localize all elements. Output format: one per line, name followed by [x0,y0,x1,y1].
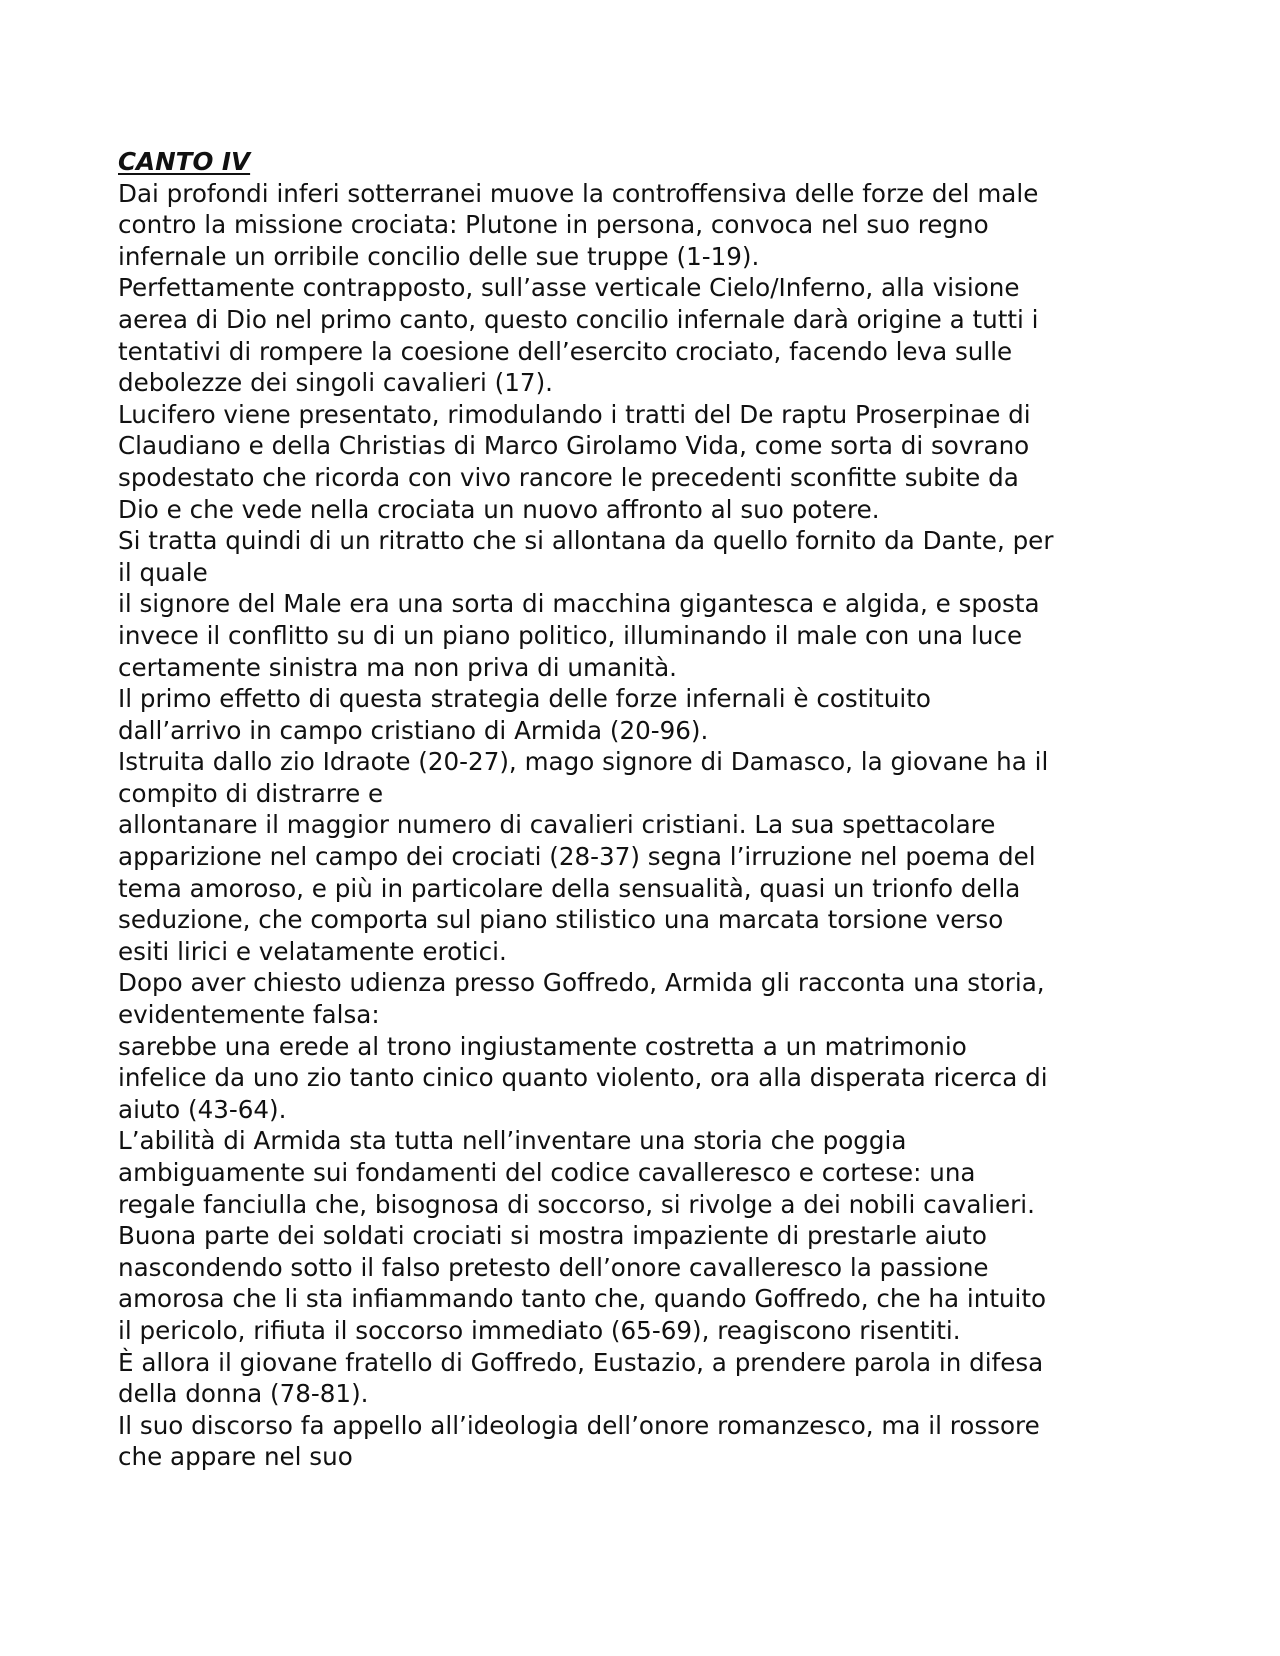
text-line: Dai profondi inferi sotterranei muove la controffensiva delle forze del male [118,178,1039,208]
text-line: della donna (78-81). [118,1379,369,1409]
text-line: ambiguamente sui fondamenti del codice cavalleresco e cortese: una [118,1158,976,1187]
text-line: allontanare il maggior numero di cavalieri cristiani. La sua spettacolare [118,810,996,840]
text-line: infelice da uno zio tanto cinico quanto violento, ora alla disperata ricerca di [118,1063,1048,1093]
text-line: invece il conflitto su di un piano politico, illuminando il male con una luce [118,620,1023,650]
text-line: dall’arrivo in campo cristiano di Armida (20-96). [118,715,709,745]
text-line: il pericolo, rifiuta il soccorso immediato (65-69), reagiscono risentiti. [118,1315,961,1345]
text-line: debolezze dei singoli cavalieri (17). [118,368,553,398]
document-body [118,146,1178,1473]
text-line: amorosa che li sta infiammando tanto che, quando Goffredo, che ha intuito [118,1284,1047,1314]
paragraph-lines [118,178,1178,1473]
text-line: il signore del Male era una sorta di macchina gigantesca e algida, e sposta [118,589,1040,619]
text-line: seduzione, che comporta sul piano stilistico una marcata torsione verso [118,905,1004,935]
text-line: Il suo discorso fa appello all’ideologia dell’onore romanzesco, ma il rossore [118,1410,1040,1440]
text-line: Buona parte dei soldati crociati si mostra impaziente di prestarle aiuto [118,1221,987,1251]
text-line: esiti lirici e velatamente erotici. [118,936,507,966]
text-line: Claudiano e della Christias di Marco Girolamo Vida, come sorta di sovrano [118,431,1030,461]
text-line: spodestato che ricorda con vivo rancore le precedenti sconfitte subite da [118,462,1019,492]
text-line: Dopo aver chiesto udienza presso Goffredo, Armida gli racconta una storia, [118,968,1045,998]
text-line: Dio e che vede nella crociata un nuovo affronto al suo potere. [118,494,880,524]
text-line: evidentemente falsa: [118,1000,380,1030]
text-line: aerea di Dio nel primo canto, questo concilio infernale darà origine a tutti i [118,304,1039,334]
text-line: L’abilità di Armida sta tutta nell’inventare una storia che poggia [118,1126,907,1156]
document-title: CANTO IV [118,147,251,176]
text-line: Si tratta quindi di un ritratto che si allontana da quello fornito da Dante, per [118,526,1054,556]
text-line: Perfettamente contrapposto, sull’asse verticale Cielo/Inferno, alla visione [118,273,1020,303]
text-line: infernale un orribile concilio delle sue truppe (1-19). [118,241,760,271]
text-line: tentativi di rompere la coesione dell’esercito crociato, facendo leva sulle [118,336,1013,366]
text-line: che appare nel suo [118,1442,353,1472]
text-line: sarebbe una erede al trono ingiustamente costretta a un matrimonio [118,1031,967,1061]
text-line: il quale [118,557,208,587]
text-line: Lucifero viene presentato, rimodulando i tratti del De raptu Proserpinae di [118,399,1031,429]
text-line: compito di distrarre e [118,778,384,808]
text-line: tema amoroso, e più in particolare della sensualità, quasi un trionfo della [118,873,1021,903]
text-line: nascondendo sotto il falso pretesto dell’onore cavalleresco la passione [118,1252,989,1282]
text-line: contro la missione crociata: Plutone in persona, convoca nel suo regno [118,210,989,240]
text-line: certamente sinistra ma non priva di umanità. [118,652,677,682]
text-line: aiuto (43-64). [118,1094,287,1124]
text-line: È allora il giovane fratello di Goffredo, Eustazio, a prendere parola in difesa [118,1347,1044,1377]
text-line: Istruita dallo zio Idraote (20-27), mago signore di Damasco, la giovane ha il [118,747,1049,777]
text-line: apparizione nel campo dei crociati (28-37) segna l’irruzione nel poema del [118,842,1036,872]
text-line: regale fanciulla che, bisognosa di soccorso, si rivolge a dei nobili cavalieri. [118,1189,1035,1219]
text-line: Il primo effetto di questa strategia delle forze infernali è costituito [118,684,931,714]
